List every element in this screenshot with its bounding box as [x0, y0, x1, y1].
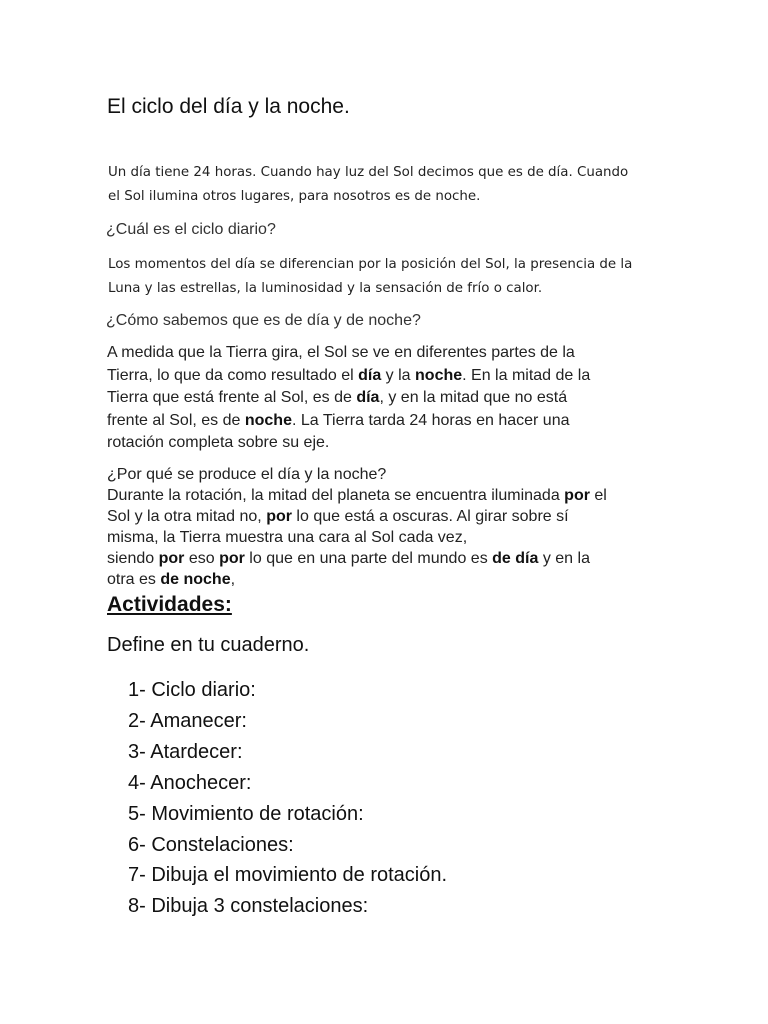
paragraph-text: . La Tierra tarda 24 horas en hacer una [291, 411, 570, 429]
activity-item: 4- Anochecer: [128, 771, 252, 794]
question-heading-daily-cycle: ¿Cuál es el ciclo diario? [106, 221, 276, 238]
bold-term: noche [415, 366, 463, 384]
bold-term: de noche [160, 571, 231, 588]
paragraph-text: frente al Sol, es de [107, 411, 245, 429]
bold-term: noche [244, 411, 292, 429]
paragraph-text: Tierra, lo que da como resultado el [107, 366, 359, 384]
intro-line: Un día tiene 24 horas. Cuando hay luz del Sol decimos que es de día. Cuando [108, 165, 629, 180]
paragraph-line: A medida que la Tierra gira, el Sol se ve en diferentes partes de la [107, 344, 575, 361]
paragraph-line: rotación completa sobre su eje. [107, 434, 330, 451]
bold-term: por [158, 550, 185, 567]
daily-cycle-paragraph [108, 253, 668, 301]
activity-item: 7- Dibuja el movimiento de rotación. [128, 864, 448, 887]
activity-item: 2- Amanecer: [128, 709, 247, 732]
day-night-paragraph [107, 342, 667, 455]
why-day-night-block [107, 464, 667, 590]
paragraph-line: Luna y las estrellas, la luminosidad y la sensación de frío o calor. [108, 281, 543, 296]
paragraph-text: el [589, 487, 607, 504]
paragraph-text: , y en la mitad que no está [379, 389, 568, 406]
paragraph-text: lo que está a oscuras. Al girar sobre sí [291, 508, 569, 525]
paragraph-text: eso [184, 550, 220, 567]
activity-item: 3- Atardecer: [128, 740, 243, 763]
activity-item: 1- Ciclo diario: [128, 679, 256, 701]
bold-term: día [356, 389, 380, 406]
bold-term: día [358, 366, 382, 384]
paragraph-line: Los momentos del día se diferencian por la posición del Sol, la presencia de la [108, 257, 633, 272]
activity-item: 6- Constelaciones: [128, 833, 294, 856]
paragraph-text: lo que en una parte del mundo es [244, 550, 493, 567]
question-heading-day-night: ¿Cómo sabemos que es de día y de noche? [106, 312, 421, 329]
paragraph-text: Durante la rotación, la mitad del planeta se encuentra iluminada [107, 487, 565, 504]
page-title: El ciclo del día y la noche. [107, 95, 350, 118]
activity-item: 8- Dibuja 3 constelaciones: [128, 895, 369, 918]
intro-paragraph [108, 161, 668, 209]
bold-term: por [219, 550, 245, 567]
activity-item: 5- Movimiento de rotación: [128, 802, 364, 825]
paragraph-text: otra es [107, 571, 161, 588]
paragraph-text: y en la [538, 550, 590, 567]
question-heading-why: ¿Por qué se produce el día y la noche? [107, 466, 387, 483]
paragraph-text: Tierra que está frente al Sol, es de [107, 389, 357, 406]
paragraph-text: y la [381, 366, 416, 384]
bold-term: por [564, 487, 590, 504]
paragraph-text: , [230, 571, 236, 588]
activities-instruction: Define en tu cuaderno. [107, 634, 310, 656]
paragraph-text: siendo [107, 550, 159, 567]
intro-line: el Sol ilumina otros lugares, para nosotros es de noche. [108, 189, 481, 204]
paragraph-line: misma, la Tierra muestra una cara al Sol cada vez, [107, 529, 468, 546]
bold-term: por [266, 508, 292, 525]
bold-term: de día [492, 550, 539, 567]
activities-heading: Actividades: [107, 593, 232, 616]
paragraph-text: . En la mitad de la [462, 366, 591, 384]
paragraph-text: Sol y la otra mitad no, [107, 508, 267, 525]
activities-list [128, 675, 447, 922]
